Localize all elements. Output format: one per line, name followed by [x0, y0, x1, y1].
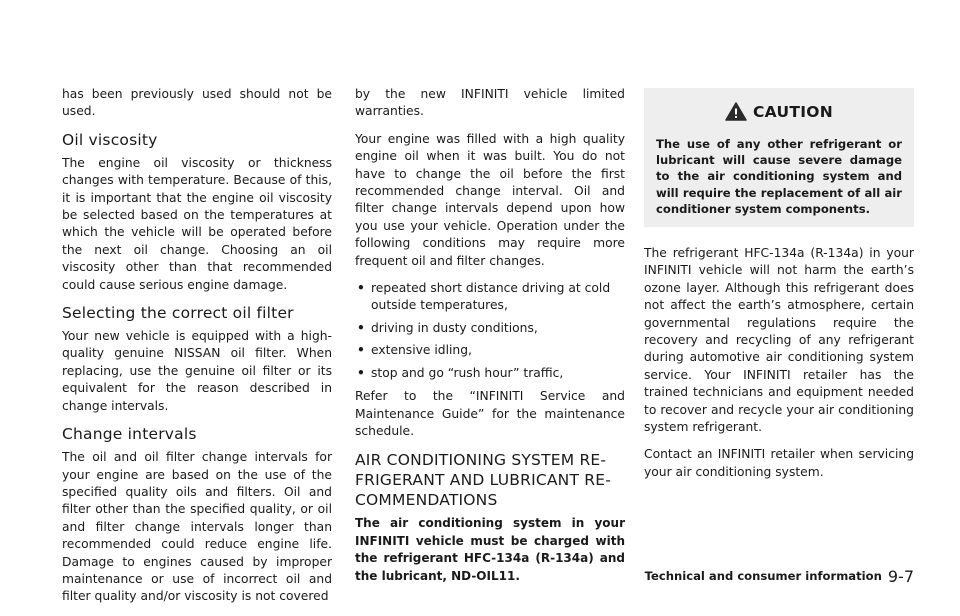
engine-oil-text: Your engine was filled with a high quality engine oil when it was built. You do not have to change the oil before the first recommended change interval. Oil and filter change intervals depend upon how you use your vehicle. Operation under the following conditions may require more frequent oil and filter changes. — [355, 131, 625, 268]
caution-title: CAUTION — [752, 103, 834, 121]
change-intervals-heading: Change intervals — [62, 425, 197, 444]
change-intervals-text: The oil and oil filter change intervals for your engine are based on the use of the specified quality oils and filters. Oil and filter other than the specified quality, or oil and filter change intervals longer than recommended could reduce engine life. Damage to engines caused by improper maintenance or use of incorrect oil and filter quality and/or viscosity is not covered — [62, 450, 332, 604]
oil-viscosity-text: The engine oil viscosity or thickness changes with temperature. Because of this, it is important that the engine oil viscosity be selected based on the temperatures at which the vehicle will be operated before the next oil change. Choosing an oil viscosity other than that recommended could cause serious engine damage. — [62, 155, 332, 292]
page-number: 9-7 — [887, 567, 914, 586]
column-left — [62, 86, 332, 616]
bullet-icon: • — [357, 281, 365, 296]
intro-continued-text: has been previously used should not be used. — [62, 87, 332, 119]
oil-filter-text: Your new vehicle is equipped with a high-quality genuine NISSAN oil filter. When replacing, use the genuine oil filter or its equivalent for the reason described in change intervals. — [62, 329, 332, 413]
list-item: • extensive idling, — [355, 342, 625, 359]
footer-section-title: Technical and consumer information — [644, 569, 882, 583]
contact-retailer-text: Contact an INFINITI retailer when servicing your air conditioning system. — [644, 447, 914, 479]
caution-box — [644, 88, 914, 227]
ac-recommendations-heading: AIR CONDITIONING SYSTEM RE- FRIGERANT AND LUBRICANT RE- COMMENDATIONS — [355, 451, 612, 510]
bullet-icon: • — [357, 365, 365, 380]
column-right — [644, 88, 914, 491]
bullet-icon: • — [357, 343, 365, 358]
column-middle — [355, 86, 625, 595]
list-item: • repeated short distance driving at cold outside temperatures, — [357, 281, 611, 313]
list-item: • stop and go “rush hour” traffic, — [355, 365, 625, 382]
caution-header — [656, 98, 902, 126]
bullet-icon: • — [357, 320, 365, 335]
refrigerant-info-text: The refrigerant HFC-134a (R-134a) in your INFINITI vehicle will not harm the earth’s ozone layer. Although this refrigerant does not affect the earth’s atmosphere, certain governmental regulations require the recovery and recycling of any refrigerant during automotive air conditioning system service. Your INFINITI retailer has the trained technicians and equipment needed to recover and recycle your air conditioning system refrigerant. — [644, 246, 914, 435]
severe-conditions-list — [355, 280, 625, 382]
page-footer — [645, 567, 914, 586]
maintenance-guide-reference: Refer to the “INFINITI Service and Maintenance Guide” for the maintenance schedule. — [355, 389, 625, 438]
warranty-continued-text: by the new INFINITI vehicle limited warranties. — [355, 87, 625, 119]
ac-refrigerant-notice: The air conditioning system in your INFINITI vehicle must be charged with the refrigerant HFC-134a (R-134a) and the lubricant, ND-OIL11. — [355, 516, 625, 583]
oil-viscosity-heading: Oil viscosity — [62, 130, 158, 149]
caution-text: The use of any other refrigerant or lubricant will cause severe damage to the air conditioning system and will require the replacement of all air conditioner system components. — [656, 137, 902, 216]
warning-triangle-icon — [725, 102, 747, 121]
list-item: • driving in dusty conditions, — [355, 320, 625, 337]
oil-filter-heading: Selecting the correct oil filter — [62, 304, 294, 323]
